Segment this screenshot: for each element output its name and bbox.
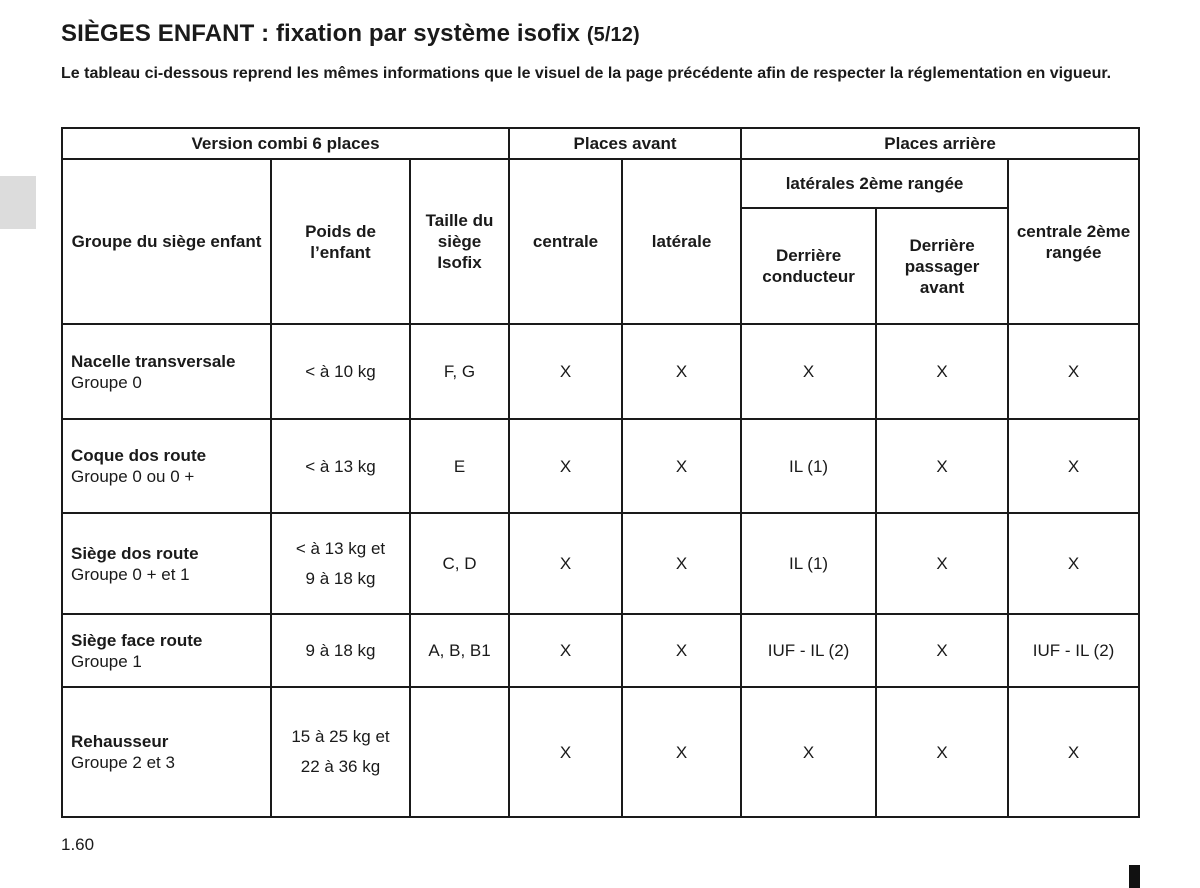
row-behind-driver: IL (1) — [741, 419, 876, 513]
row-front-lateral: X — [622, 419, 741, 513]
header-version: Version combi 6 places — [62, 128, 509, 159]
row-seat-group: Groupe 1 — [71, 651, 142, 671]
row-front-center: X — [509, 419, 622, 513]
table-row — [62, 687, 1139, 817]
row-seat-type: Nacelle transversale — [71, 351, 236, 371]
header-group: Groupe du siège enfant — [62, 159, 271, 324]
row-seat-group: Groupe 0 ou 0 + — [71, 467, 195, 486]
header-rear-center: centrale 2ème rangée — [1008, 159, 1139, 324]
row-rear-center: IUF - IL (2) — [1008, 614, 1139, 687]
table-row — [62, 614, 1139, 687]
header-behind-driver: Derrière conducteur — [741, 208, 876, 324]
page-title-suffix: (5/12) — [586, 24, 640, 46]
row-behind-passenger: X — [876, 324, 1008, 419]
row-front-center: X — [509, 513, 622, 614]
row-weight: < à 10 kg — [271, 324, 410, 419]
row-seat-group: Groupe 0 + et 1 — [71, 564, 190, 584]
row-front-center: X — [509, 687, 622, 817]
row-label — [62, 687, 271, 817]
row-behind-driver: X — [741, 324, 876, 419]
row-front-center: X — [509, 324, 622, 419]
row-weight-line: < à 13 kg et — [295, 538, 386, 558]
header-behind-passenger: Derrière passager avant — [876, 208, 1008, 324]
row-seat-group: Groupe 2 et 3 — [71, 753, 175, 772]
row-behind-passenger: X — [876, 513, 1008, 614]
intro-paragraph: Le tableau ci-dessous reprend les mêmes informations que le visuel de la page précédente afin de respecter la réglementation en vigueur. — [61, 65, 1112, 82]
row-front-lateral: X — [622, 324, 741, 419]
row-behind-passenger: X — [876, 614, 1008, 687]
row-front-lateral: X — [622, 614, 741, 687]
page-title — [61, 20, 640, 48]
row-weight-line: 9 à 18 kg — [305, 568, 376, 588]
header-front-seats: Places avant — [509, 128, 741, 159]
row-label — [62, 419, 271, 513]
row-behind-passenger: X — [876, 419, 1008, 513]
table-row — [62, 324, 1139, 419]
isofix-table — [61, 127, 1140, 818]
row-front-lateral: X — [622, 513, 741, 614]
header-isofix-size: Taille du siège Isofix — [410, 159, 509, 324]
row-label — [62, 614, 271, 687]
row-weight — [271, 513, 410, 614]
row-behind-driver: IUF - IL (2) — [741, 614, 876, 687]
row-label — [62, 324, 271, 419]
page-number: 1.60 — [61, 835, 95, 854]
row-seat-group: Groupe 0 — [71, 372, 142, 392]
row-isofix-size: E — [410, 419, 509, 513]
row-front-center: X — [509, 614, 622, 687]
row-isofix-size: F, G — [410, 324, 509, 419]
row-weight — [271, 687, 410, 817]
row-seat-type: Coque dos route — [71, 446, 207, 465]
row-seat-type: Siège face route — [71, 630, 203, 650]
row-isofix-size — [410, 687, 509, 817]
row-rear-center: X — [1008, 324, 1139, 419]
row-rear-center: X — [1008, 419, 1139, 513]
header-rear-lateral-2nd-row: latérales 2ème rangée — [741, 159, 1008, 208]
page-title-text: SIÈGES ENFANT : fixation par système isofix — [61, 20, 581, 47]
page-edge-marker — [1129, 865, 1140, 888]
table-row — [62, 419, 1139, 513]
row-behind-driver: X — [741, 687, 876, 817]
row-front-lateral: X — [622, 687, 741, 817]
section-tab-marker — [0, 176, 36, 229]
row-seat-type: Siège dos route — [71, 543, 199, 563]
header-front-lateral: latérale — [622, 159, 741, 324]
row-behind-driver: IL (1) — [741, 513, 876, 614]
header-weight: Poids de l’enfant — [271, 159, 410, 324]
row-weight: 9 à 18 kg — [271, 614, 410, 687]
row-weight-line: 22 à 36 kg — [300, 757, 381, 776]
table-row — [62, 513, 1139, 614]
row-weight: < à 13 kg — [271, 419, 410, 513]
header-front-center: centrale — [509, 159, 622, 324]
row-isofix-size: C, D — [410, 513, 509, 614]
header-rear-seats: Places arrière — [741, 128, 1139, 159]
row-weight-line: 15 à 25 kg et — [291, 727, 390, 746]
row-isofix-size: A, B, B1 — [410, 614, 509, 687]
row-label — [62, 513, 271, 614]
row-behind-passenger: X — [876, 687, 1008, 817]
row-seat-type: Rehausseur — [71, 732, 169, 751]
row-rear-center: X — [1008, 687, 1139, 817]
row-rear-center: X — [1008, 513, 1139, 614]
